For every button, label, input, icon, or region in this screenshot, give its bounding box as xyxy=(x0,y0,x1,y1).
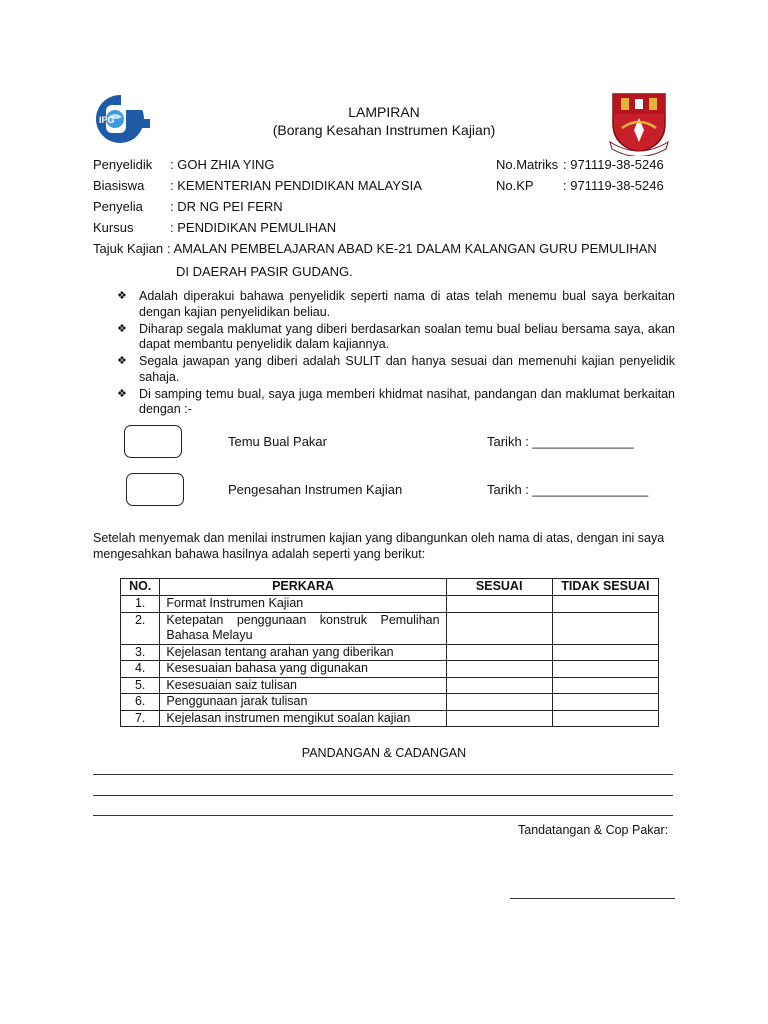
table-row xyxy=(121,694,659,711)
table-row xyxy=(121,612,659,644)
header-no: NO. xyxy=(121,579,160,596)
label-matriks: No.Matriks xyxy=(496,157,559,172)
sesuai-cell[interactable] xyxy=(446,677,552,694)
tidak-sesuai-cell[interactable] xyxy=(552,694,658,711)
value-matriks: : 971119-38-5246 xyxy=(563,157,664,172)
tidak-sesuai-cell[interactable] xyxy=(552,677,658,694)
declaration-item: ❖ Segala jawapan yang diberi adalah SULIT dan hanya sesuai dan memenuhi kajian penyelidik sahaja. xyxy=(117,354,675,384)
header-tidak-sesuai: TIDAK SESUAI xyxy=(552,579,658,596)
declaration-item: ❖ Adalah diperakui bahawa penyelidik seperti nama di atas telah menemu bual saya berkaitan dengan kajian penyelidikan beliau. xyxy=(117,289,675,319)
row-perkara: Kesesuaian bahasa yang digunakan xyxy=(160,661,446,678)
declaration-list xyxy=(117,289,675,419)
row-perkara: Penggunaan jarak tulisan xyxy=(160,694,446,711)
tidak-sesuai-cell[interactable] xyxy=(552,661,658,678)
option-pengesahan-label: Pengesahan Instrumen Kajian xyxy=(228,482,403,497)
page-subtitle: (Borang Kesahan Instrumen Kajian) xyxy=(272,122,496,138)
row-no: 2. xyxy=(121,612,160,644)
row-no: 5. xyxy=(121,677,160,694)
diamond-bullet-icon: ❖ xyxy=(117,290,127,302)
label-penyelia: Penyelia xyxy=(93,199,143,214)
label-kursus: Kursus xyxy=(93,220,134,235)
table-row xyxy=(121,677,659,694)
row-no: 1. xyxy=(121,596,160,613)
signature-line[interactable] xyxy=(510,898,675,899)
comment-line-2[interactable] xyxy=(93,795,673,796)
value-biasiswa: : KEMENTERIAN PENDIDIKAN MALAYSIA xyxy=(170,178,422,193)
option-pengesahan-date: Tarikh : ________________ xyxy=(487,482,649,497)
evaluation-table xyxy=(120,578,659,727)
row-no: 4. xyxy=(121,661,160,678)
comments-title: PANDANGAN & CADANGAN xyxy=(301,746,467,760)
sesuai-cell[interactable] xyxy=(446,661,552,678)
validation-statement: Setelah menyemak dan menilai instrumen kajian yang dibangunkan oleh nama di atas, dengan ini saya mengesahkan bahawa hasilnya adalah seperti yang berikut: xyxy=(93,531,665,561)
value-tajuk: : AMALAN PEMBELAJARAN ABAD KE-21 DALAM KALANGAN GURU PEMULIHAN xyxy=(167,241,657,256)
row-no: 6. xyxy=(121,694,160,711)
table-row xyxy=(121,596,659,613)
page-title: LAMPIRAN xyxy=(348,104,420,120)
header-perkara: PERKARA xyxy=(160,579,446,596)
row-perkara: Format Instrumen Kajian xyxy=(160,596,446,613)
diamond-bullet-icon: ❖ xyxy=(117,387,127,400)
table-row xyxy=(121,644,659,661)
tidak-sesuai-cell[interactable] xyxy=(552,612,658,644)
declaration-item: ❖ Di samping temu bual, saya juga memberi khidmat nasihat, pandangan dan maklumat berkaitan dengan :- xyxy=(117,386,675,416)
tidak-sesuai-cell[interactable] xyxy=(552,596,658,613)
svg-text:IPG: IPG xyxy=(99,115,115,125)
value-penyelidik: : GOH ZHIA YING xyxy=(170,157,275,172)
row-perkara: Kesesuaian saiz tulisan xyxy=(160,677,446,694)
sesuai-cell[interactable] xyxy=(446,694,552,711)
sesuai-cell[interactable] xyxy=(446,710,552,727)
table-row xyxy=(121,661,659,678)
tidak-sesuai-cell[interactable] xyxy=(552,644,658,661)
diamond-bullet-icon: ❖ xyxy=(117,322,127,335)
row-no: 3. xyxy=(121,644,160,661)
label-biasiswa: Biasiswa xyxy=(93,178,145,193)
comment-line-3[interactable] xyxy=(93,815,673,816)
sesuai-cell[interactable] xyxy=(446,596,552,613)
label-tajuk: Tajuk Kajian xyxy=(93,241,164,256)
row-no: 7. xyxy=(121,710,160,727)
value-penyelia: : DR NG PEI FERN xyxy=(170,199,283,214)
signature-label: Tandatangan & Cop Pakar: xyxy=(518,823,669,837)
option-temu-bual-label: Temu Bual Pakar xyxy=(228,434,327,449)
temu-bual-checkbox[interactable] xyxy=(124,425,182,458)
comment-line-1[interactable] xyxy=(93,774,673,775)
header-sesuai: SESUAI xyxy=(446,579,552,596)
value-kursus: : PENDIDIKAN PEMULIHAN xyxy=(170,220,337,235)
row-perkara: Kejelasan instrumen mengikut soalan kajian xyxy=(160,710,446,727)
table-row xyxy=(121,710,659,727)
row-perkara: Kejelasan tentang arahan yang diberikan xyxy=(160,644,446,661)
tidak-sesuai-cell[interactable] xyxy=(552,710,658,727)
label-kp: No.KP xyxy=(496,178,534,193)
row-perkara: Ketepatan penggunaan konstruk Pemulihan Bahasa Melayu xyxy=(160,612,446,644)
option-temu-bual-date: Tarikh : ______________ xyxy=(487,434,634,449)
value-tajuk-line2: DI DAERAH PASIR GUDANG. xyxy=(176,264,353,279)
diamond-bullet-icon: ❖ xyxy=(117,355,127,367)
declaration-item: ❖ Diharap segala maklumat yang diberi berdasarkan soalan temu bual beliau bersama saya, akan dapat membantu penyelidik dalam kajiannya. xyxy=(117,321,675,351)
pengesahan-checkbox[interactable] xyxy=(126,473,184,506)
sesuai-cell[interactable] xyxy=(446,612,552,644)
label-penyelidik: Penyelidik xyxy=(93,157,153,172)
sesuai-cell[interactable] xyxy=(446,644,552,661)
table-header-row xyxy=(121,579,659,596)
value-kp: : 971119-38-5246 xyxy=(563,178,664,193)
